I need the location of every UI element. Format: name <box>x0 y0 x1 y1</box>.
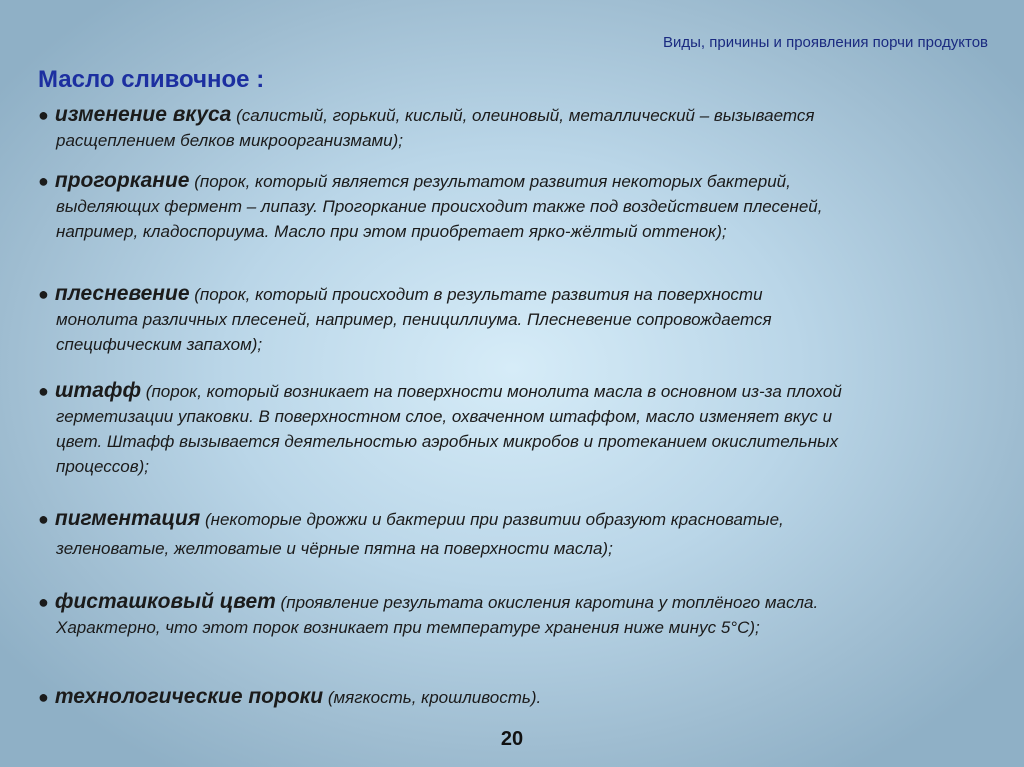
defect-item-rancidity <box>38 168 988 244</box>
defect-term: фисташковый цвет <box>54 590 276 613</box>
defect-term: изменение вкуса <box>54 103 232 126</box>
defect-term: пигментация <box>54 507 201 530</box>
slide-header: Виды, причины и проявления порчи продуктов <box>663 34 988 51</box>
defect-description: зеленоватые, желтоватые и чёрные пятна на поверхности масла); <box>56 539 613 558</box>
defect-description: (порок, который возникает на поверхности монолита масла в основном из-за плохой <box>141 382 842 401</box>
bullet-icon: ● <box>38 509 49 529</box>
defect-description: Характерно, что этот порок возникает при температуре хранения ниже минус 5°С); <box>56 618 760 637</box>
defect-term: штафф <box>54 379 142 402</box>
bullet-icon: ● <box>38 105 49 125</box>
defect-item-staff <box>38 378 988 479</box>
page-number: 20 <box>500 728 524 750</box>
defect-term: плесневение <box>54 282 190 305</box>
defect-description: герметизации упаковки. В поверхностном слое, охваченном штаффом, масло изменяет вкус и <box>56 407 833 426</box>
bullet-icon: ● <box>38 592 49 612</box>
defect-description: (проявление результата окисления каротина у топлёного масла. <box>275 593 819 612</box>
defect-item-taste-change <box>38 102 988 153</box>
defect-description: (мягкость, крошливость). <box>323 688 542 707</box>
defect-item-technological <box>38 684 988 710</box>
defect-description: процессов); <box>56 457 149 476</box>
defect-description: выделяющих фермент – липазу. Прогоркание происходит также под воздействием плесеней, <box>56 197 823 216</box>
defect-item-pigmentation <box>38 506 988 561</box>
defect-item-mold <box>38 281 988 357</box>
defect-description: специфическим запахом); <box>56 335 263 354</box>
defect-description: (салистый, горький, кислый, олеиновый, металлический – вызывается <box>231 106 815 125</box>
defect-description: (некоторые дрожжи и бактерии при развитии образуют красноватые, <box>200 510 784 529</box>
defect-description: (порок, который является результатом развития некоторых бактерий, <box>189 172 791 191</box>
defect-description: цвет. Штафф вызывается деятельностью аэробных микробов и протеканием окислительных <box>56 432 839 451</box>
defect-description: расщеплением белков микроорганизмами); <box>56 131 404 150</box>
defect-description: (порок, который происходит в результате развития на поверхности <box>189 285 763 304</box>
defect-term: технологические пороки <box>54 685 324 708</box>
bullet-icon: ● <box>38 381 49 401</box>
defect-description: монолита различных плесеней, например, пенициллиума. Плесневение сопровождается <box>56 310 772 329</box>
defect-term: прогоркание <box>54 169 190 192</box>
slide-title: Масло сливочное : <box>38 66 265 93</box>
bullet-icon: ● <box>38 284 49 304</box>
bullet-icon: ● <box>38 171 49 191</box>
defect-item-pistachio-color <box>38 589 988 640</box>
defect-description: например, кладоспориума. Масло при этом приобретает ярко-жёлтый оттенок); <box>56 222 727 241</box>
bullet-icon: ● <box>38 687 49 707</box>
